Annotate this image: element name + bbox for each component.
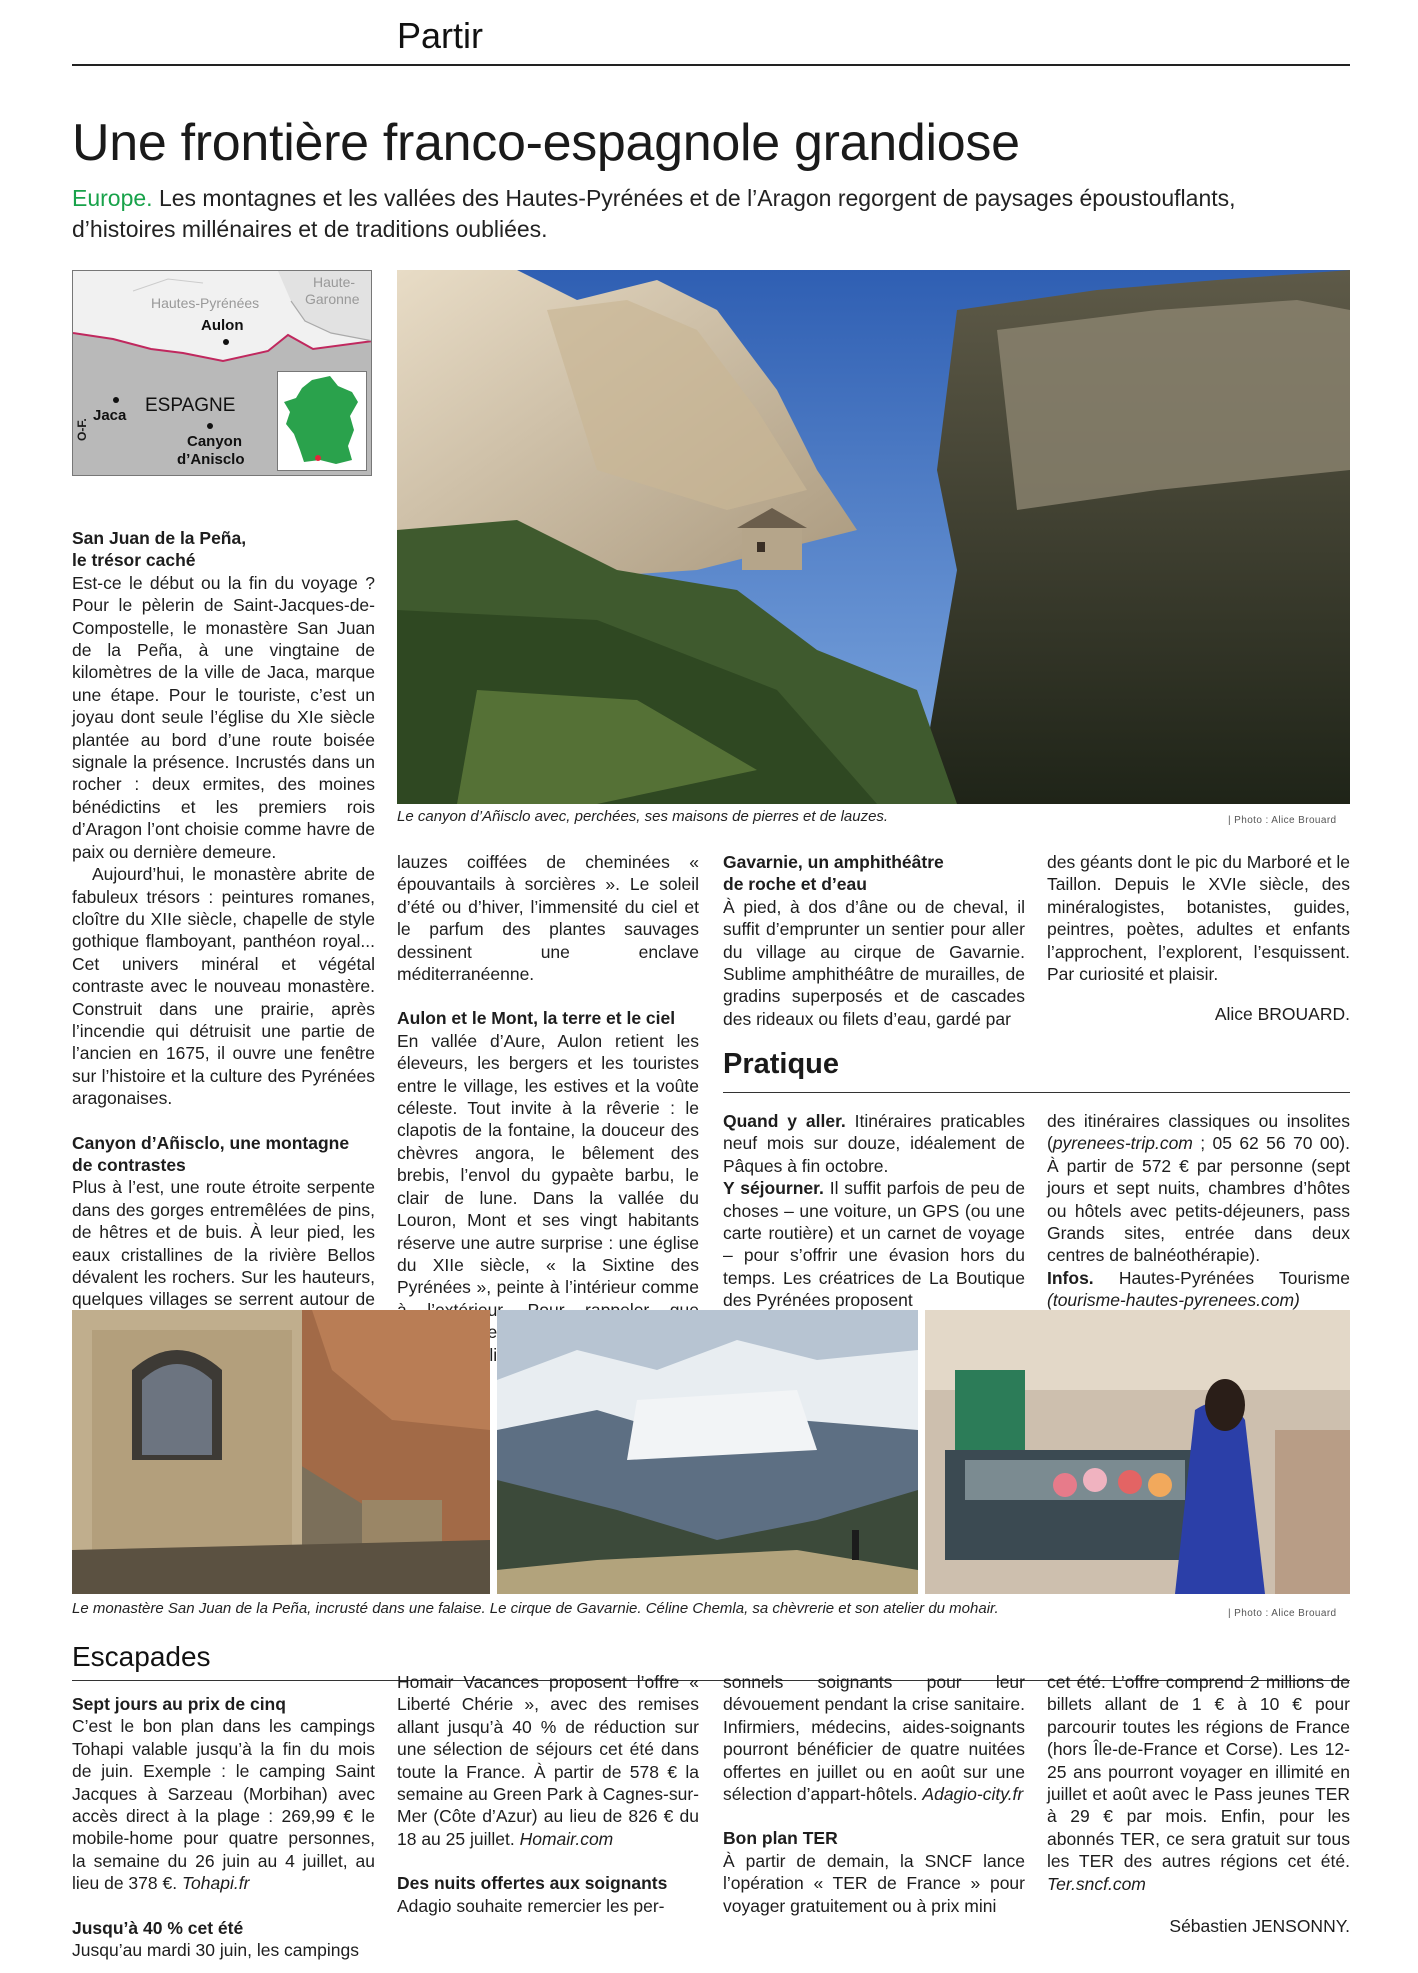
pratique-quand-label: Quand y aller. bbox=[723, 1111, 846, 1131]
pratique-sejourner-label: Y séjourner. bbox=[723, 1178, 824, 1199]
heading-gavarnie bbox=[723, 851, 1025, 896]
column-1 bbox=[72, 527, 375, 1333]
heading-gavarnie-line1: Gavarnie, un amphithéâtre bbox=[723, 852, 944, 872]
paragraph-adagio: Adagio souhaite remercier les per- bbox=[397, 1895, 665, 1916]
paragraph-ter: À partir de demain, la SNCF lance l’opération « TER de France » pour voyager gratuitement ou à prix mini bbox=[723, 1850, 1025, 1916]
article-title: Une frontière franco-espagnole grandiose bbox=[72, 114, 1020, 172]
heading-aulon: Aulon et le Mont, la terre et le ciel bbox=[397, 1008, 676, 1029]
link-tohapi[interactable]: Tohapi.fr bbox=[181, 1873, 250, 1894]
pratique-infos bbox=[1047, 1267, 1350, 1312]
pratique-sejourner-text: Il suffit parfois de peu de choses – une voiture, un GPS (ou une carte routière) et un carnet de voyage – pour s’offrir une évasion hors du temps. Les créatrices de La Boutique des Pyrénées proposent bbox=[723, 1178, 1025, 1311]
map-dot-canyon bbox=[207, 423, 213, 429]
paragraph-tohapi bbox=[72, 1715, 375, 1894]
heading-ter: Bon plan TER bbox=[723, 1828, 838, 1849]
map-label-canyon: Canyon bbox=[187, 433, 243, 450]
column-2 bbox=[397, 851, 699, 1366]
map-credit: O-F. bbox=[75, 418, 89, 441]
link-adagio[interactable]: Adagio-city.fr bbox=[922, 1784, 1024, 1805]
paragraph-san-juan-1: Est-ce le début ou la fin du voyage ? Pour le pèlerin de Saint-Jacques-de-Compostelle, le monastère San Juan de la Peña, à une vingtaine de kilomètres de la ville de Jaca, marque une étape. Pour le touriste, c’est un joyau dont seule l’église du XIe siècle plantée au bord d’une route boisée signale la présence. Incrustés dans un rocher : deux ermites, des moines bénédictins et les premiers rois d’Aragon l’ont choisie comme havre de paix ou dernière demeure. bbox=[72, 572, 375, 862]
pratique-sejourner bbox=[723, 1177, 1025, 1311]
standfirst bbox=[72, 183, 1312, 245]
photo-credit-top: | Photo : Alice Brouard bbox=[1228, 815, 1337, 826]
caption-top: Le canyon d’Añisclo avec, perchées, ses maisons de pierres et de lauzes. bbox=[397, 808, 889, 825]
column-4 bbox=[1047, 851, 1350, 1026]
pratique-quand bbox=[723, 1110, 1025, 1177]
photo-atelier-mohair bbox=[925, 1310, 1350, 1594]
heading-canyon bbox=[72, 1132, 375, 1177]
paragraph-soignants-text: sonnels soignants pour leur dévouement pendant la crise sanitaire. Infirmiers, médecins, aides-soignants pourront bénéficier de quatre nuitées offertes en juillet ou en août sur une sélection d’appart-hôtels. bbox=[723, 1672, 1025, 1805]
paragraph-aulon: En vallée d’Aure, Aulon retient les éleveurs, les bergers et les touristes entre le village, les estives et la voûte céleste. Tout invite à la rêverie : le clapotis de la fontaine, la douceur des chèvres angora, le bêlement des brebis, l’envol du gypaète barbu, le clair de lune. Dans la vallée du Louron, Mont et ses vingt habitants réserve une autre surprise : une église du XIIe siècle, « la Sixtine des Pyrénées », peinte à l’intérieur comme le bbox=[397, 1030, 699, 1343]
pratique-quand-text: Itinéraires praticables neuf mois sur douze, idéalement de Pâques à fin octobre. bbox=[723, 1111, 1025, 1176]
pratique-itineraires-text2: ; 05 62 56 70 00). À partir de 572 € par personne (sept jours et sept nuits, chambres d’hôtes ou hôtels avec petits-déjeuners, pass Grands sites, entrée dans deux centres de balnéothérapie). bbox=[1047, 1133, 1350, 1266]
heading-san-juan-line1: San Juan de la Peña, bbox=[72, 528, 247, 548]
paragraph-campings: Jusqu’au mardi 30 juin, les campings bbox=[72, 1940, 359, 1961]
pratique-rule bbox=[723, 1092, 1350, 1093]
heading-quarante: Jusqu’à 40 % cet été bbox=[72, 1917, 244, 1938]
escapades-column-1 bbox=[72, 1693, 375, 1961]
pratique-link-tourisme[interactable]: (tourisme-hautes-pyrenees.com) bbox=[1047, 1290, 1300, 1311]
photo-monastere bbox=[72, 1310, 490, 1594]
signature-sebastien: Sébastien JENSONNY. bbox=[1169, 1916, 1350, 1937]
paragraph-gavarnie: À pied, à dos d’âne ou de cheval, il suffit d’emprunter un sentier pour aller du village au cirque de Gavarnie. Sublime amphithéâtre de murailles, de gradins superposés et de cascades des rideaux ou filets d’eau, gardé par bbox=[723, 896, 1025, 1029]
pratique-column-2 bbox=[1047, 1110, 1350, 1312]
heading-san-juan bbox=[72, 527, 375, 572]
pratique-itineraires-text1: des itinéraires classiques ou insolites ( bbox=[1047, 1111, 1350, 1154]
escapades-heading: Escapades bbox=[72, 1641, 211, 1672]
column-3 bbox=[723, 851, 1025, 1030]
map-label-jaca: Jaca bbox=[93, 407, 127, 424]
paragraph-ter-offre-text: cet été. L’offre comprend 2 millions de billets allant de 1 € à 10 € pour parcourir toutes les régions de France (hors Île-de-France et Corse). Les 12-25 ans pourront voyager en illimité en juillet et août avec le Pass jeunes TER à 29 € par mois. Enfin, pour les abonnés TER, ce sera gratuit sur tous les TER des autres régions cet été. bbox=[1047, 1672, 1350, 1872]
photo-credit-bottom: | Photo : Alice Brouard bbox=[1228, 1608, 1337, 1619]
pratique-infos-label: Infos. bbox=[1047, 1267, 1094, 1288]
standfirst-kicker: Europe. bbox=[72, 185, 153, 211]
escapades-column-3 bbox=[723, 1671, 1025, 1917]
paragraph-soignants bbox=[723, 1671, 1025, 1805]
map-dot-jaca bbox=[113, 397, 119, 403]
pratique-column-1 bbox=[723, 1110, 1025, 1312]
heading-soignants: Des nuits offertes aux soignants bbox=[397, 1873, 668, 1894]
map-label-hautes-pyrenees: Hautes-Pyrénées bbox=[151, 295, 260, 311]
section-heading: Partir bbox=[397, 15, 484, 56]
map-label-anisclo: d’Anisclo bbox=[177, 451, 245, 468]
caption-bottom: Le monastère San Juan de la Peña, incrusté dans une falaise. Le cirque de Gavarnie. Céline Chemla, sa chèvrerie et son atelier du mohair. bbox=[72, 1600, 999, 1617]
paragraph-tohapi-text: C’est le bon plan dans les campings Tohapi valable jusqu’à la fin du mois de juin. Exemple : le camping Saint Jacques à Sarzeau (Morbihan) avec accès direct à la plage : 269,99 € le mobile-home pour quatre personnes, la semaine du 26 juin au 4 juillet, au lieu de 378 €. bbox=[72, 1716, 375, 1894]
standfirst-text: Les montagnes et les vallées des Hautes-Pyrénées et de l’Aragon regorgent de paysages époustouflants, d’histoires millénaires et de traditions oubliées. bbox=[72, 185, 1236, 242]
paragraph-homair-text: Homair Vacances proposent l’offre « Liberté Chérie », avec des remises allant jusqu’à 40 % de réduction sur une sélection de séjours cet été dans toute la France. À partir de 578 € la semaine au Green Park à Cagnes-sur-Mer (Côte d’Azur) au lieu de 826 € du 18 au 25 juillet. bbox=[397, 1672, 699, 1849]
escapades-column-2 bbox=[397, 1671, 699, 1917]
signature-alice: Alice BROUARD. bbox=[1214, 1004, 1350, 1025]
map-label-aulon: Aulon bbox=[201, 317, 244, 334]
paragraph-san-juan-2: Aujourd’hui, le monastère abrite de fabuleux trésors : peintures romanes, cloître du XIIe siècle, chapelle de style gothique flamboyant, panthéon royal... Cet univers minéral et végétal contraste avec le nouveau monastère. Construit dans une prairie, après l’incendie qui détruisit une partie de l’ancien en 1675, il ouvre une fenêtre sur l’histoire et la culture des Pyrénées aragonaises. bbox=[72, 864, 375, 1109]
photo-atelier-drawing bbox=[925, 1310, 1350, 1594]
map-label-espagne: ESPAGNE bbox=[145, 395, 236, 416]
map-dot-aulon bbox=[223, 339, 229, 345]
map-label-haute: Haute- bbox=[313, 274, 356, 290]
pratique-infos-text: Hautes-Pyrénées Tourisme bbox=[1093, 1267, 1350, 1288]
france-inset bbox=[277, 371, 367, 471]
link-homair[interactable]: Homair.com bbox=[519, 1828, 614, 1849]
pratique-link-pyrenees-trip[interactable]: pyrenees-trip.com bbox=[1052, 1133, 1193, 1154]
pratique-heading: Pratique bbox=[723, 1048, 840, 1080]
heading-gavarnie-line2: de roche et d’eau bbox=[723, 874, 867, 895]
france-outline-icon bbox=[278, 372, 368, 472]
heading-canyon-line2: de contrastes bbox=[72, 1154, 186, 1175]
link-ter-sncf[interactable]: Ter.sncf.com bbox=[1047, 1873, 1146, 1894]
paragraph-homair bbox=[397, 1671, 699, 1850]
heading-san-juan-line2: le trésor caché bbox=[72, 550, 196, 571]
heading-sept-jours: Sept jours au prix de cinq bbox=[72, 1694, 286, 1714]
heading-canyon-line1: Canyon d’Añisclo, une montagne bbox=[72, 1132, 350, 1153]
photo-monastere-drawing bbox=[72, 1310, 490, 1594]
paragraph-lauzes: lauzes coiffées de cheminées « épouvantails à sorcières ». Le soleil d’été ou d’hiver, l’immensité du ciel et le parfum des plantes sauvages dessinent une enclave méditerranéenne. bbox=[397, 852, 699, 985]
escapades-column-4 bbox=[1047, 1671, 1350, 1937]
paragraph-geants: des géants dont le pic du Marboré et le Taillon. Depuis le XVIe siècle, des minéralogistes, botanistes, guides, peintres, poètes, adultes et enfants l’approchent, l’explorent, l’esquissent. Par curiosité et plaisir. bbox=[1047, 852, 1350, 985]
photo-canyon-drawing bbox=[397, 270, 1350, 804]
photo-gavarnie-drawing bbox=[497, 1310, 918, 1594]
map-label-garonne: Garonne bbox=[305, 291, 360, 307]
photo-canyon-anisclo bbox=[397, 270, 1350, 804]
pratique-itineraires bbox=[1047, 1110, 1350, 1267]
paragraph-canyon: Plus à l’est, une route étroite serpente dans des gorges entremêlées de pins, de hêtres et de buis. À leur pied, les eaux cristallines de la rivière Bellos dévalent les rochers. Sur les hauteurs, quelques villages se serrent autour de bbox=[72, 1177, 375, 1310]
paragraph-ter-offre bbox=[1047, 1671, 1350, 1895]
photo-cirque-gavarnie bbox=[497, 1310, 918, 1594]
section-rule bbox=[72, 64, 1350, 66]
location-map bbox=[72, 270, 372, 476]
